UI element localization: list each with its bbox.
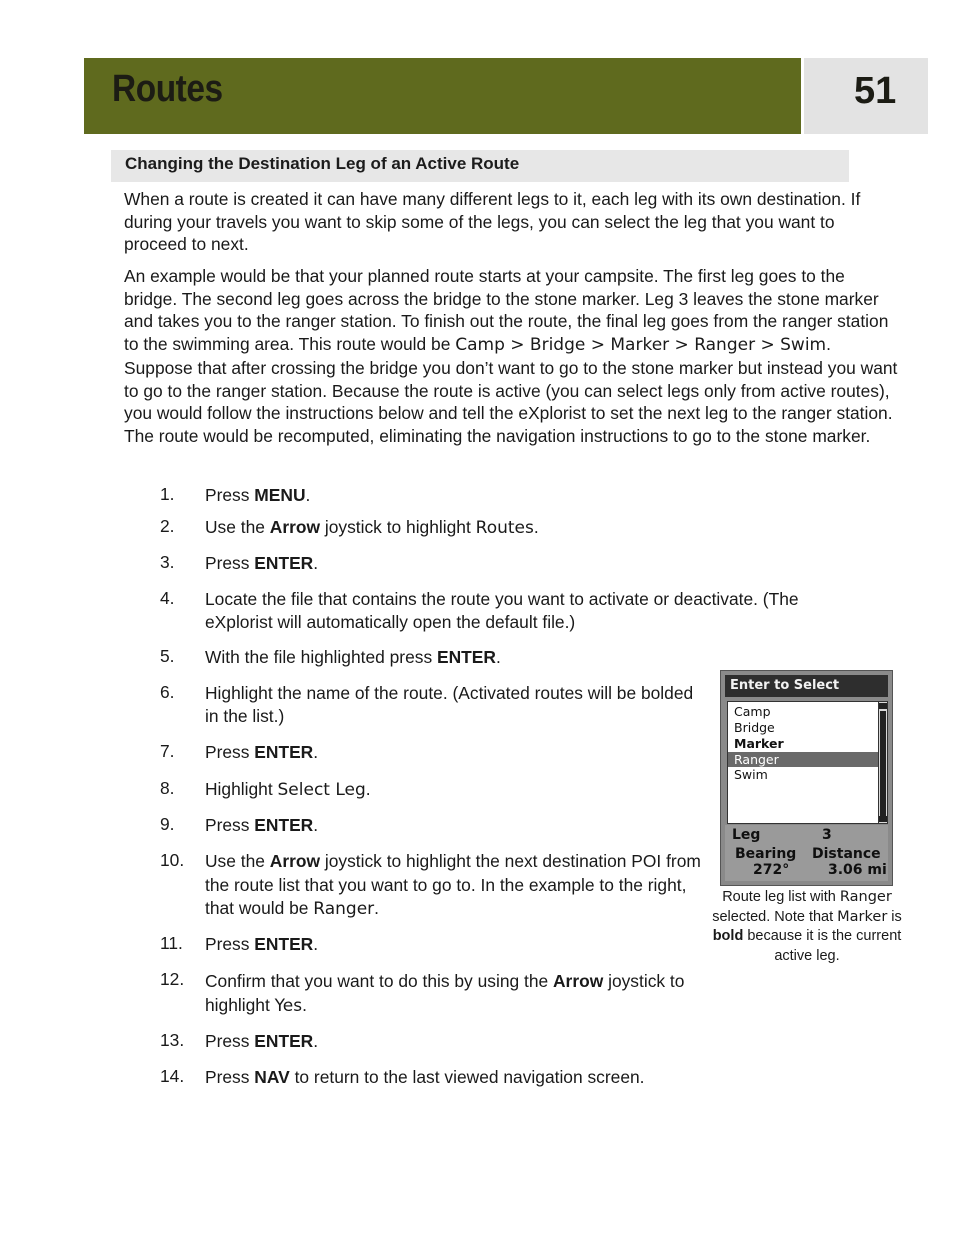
step-10: Use the Arrow joystick to highlight the next destination POI from the route list that you want to go to. In the example to the right, that would be Ranger. (205, 851, 701, 919)
step-number: 14. (160, 1066, 185, 1086)
device-scrollbar (878, 701, 888, 824)
device-screenshot (720, 670, 893, 886)
step-8: Highlight Select Leg. (205, 779, 371, 800)
device-info-panel (725, 825, 888, 881)
step-14: Press NAV to return to the last viewed navigation screen. (205, 1067, 645, 1087)
step-number: 4. (160, 588, 175, 608)
scroll-down-icon (879, 816, 887, 822)
scroll-thumb (880, 711, 886, 816)
chapter-title: Routes (112, 68, 223, 110)
list-item: Bridge (734, 720, 775, 735)
device-title-bar: Enter to Select (725, 675, 888, 697)
step-number: 12. (160, 969, 185, 989)
step-number: 1. (160, 484, 175, 504)
route-example: Camp > Bridge > Marker > Ranger > Swim (455, 335, 827, 356)
list-item: Camp (734, 704, 771, 719)
intro-paragraph: When a route is created it can have many different legs to it, each leg with its own destination. If during your travels you want to skip some of the legs, you can select the leg that you want to proceed to next. (124, 189, 861, 254)
step-6: Highlight the name of the route. (Activated routes will be bolded in the list.) (205, 683, 694, 726)
step-13: Press ENTER. (205, 1031, 319, 1051)
distance-value: 3.06 mi (828, 862, 887, 878)
leg-value: 3 (822, 827, 832, 843)
example-paragraph: An example would be that your planned route starts at your campsite. The first leg goes to the bridge. The second leg goes across the bridge to the stone marker. Leg 3 leaves the stone marker and takes you to the ranger station. To finish out the route, the final leg goes from the ranger station to the swimming area. This route would be Camp > Bridge > Marker > Ranger > Swim. Suppose that after crossing the bridge you don’t want to go to the stone marker but instead you want to go to the ranger station. Because the route is active (you can select legs only from active routes), you would follow the instructions below and tell the eXplorist to set the next leg to the ranger station. The route would be recomputed, eliminating the navigation instructions to go to the stone marker. (124, 266, 898, 446)
leg-label: Leg (732, 827, 761, 843)
step-number: 6. (160, 682, 175, 702)
step-5: With the file highlighted press ENTER. (205, 647, 501, 667)
figure-caption: Route leg list with Ranger selected. Note that Marker is bold because it is the current active leg. (712, 889, 902, 964)
step-12: Confirm that you want to do this by using the Arrow joystick to highlight Yes. (205, 971, 685, 1016)
step-4: Locate the file that contains the route you want to activate or deactivate. (The eXplorist will automatically open the default file.) (205, 589, 799, 632)
step-2: Use the Arrow joystick to highlight Routes. (205, 517, 539, 538)
step-number: 2. (160, 516, 175, 536)
scroll-up-icon (879, 703, 887, 709)
list-item-selected: Ranger (728, 752, 878, 767)
section-title: Changing the Destination Leg of an Active Route (125, 154, 520, 173)
step-11: Press ENTER. (205, 934, 319, 954)
step-1: Press MENU. (205, 485, 311, 505)
bearing-value: 272° (753, 862, 790, 878)
step-number: 13. (160, 1030, 185, 1050)
step-number: 5. (160, 646, 175, 666)
page-number: 51 (854, 70, 897, 112)
list-item: Swim (734, 767, 768, 782)
step-9: Press ENTER. (205, 815, 319, 835)
route-leg-list (727, 701, 879, 824)
step-number: 10. (160, 850, 185, 870)
step-3: Press ENTER. (205, 553, 319, 573)
list-item-active: Marker (734, 736, 784, 751)
step-7: Press ENTER. (205, 742, 319, 762)
step-number: 9. (160, 814, 175, 834)
step-number: 8. (160, 778, 175, 798)
bearing-label: Bearing (735, 846, 797, 862)
step-number: 3. (160, 552, 175, 572)
step-number: 7. (160, 741, 175, 761)
distance-label: Distance (812, 846, 881, 862)
step-number: 11. (160, 933, 183, 953)
